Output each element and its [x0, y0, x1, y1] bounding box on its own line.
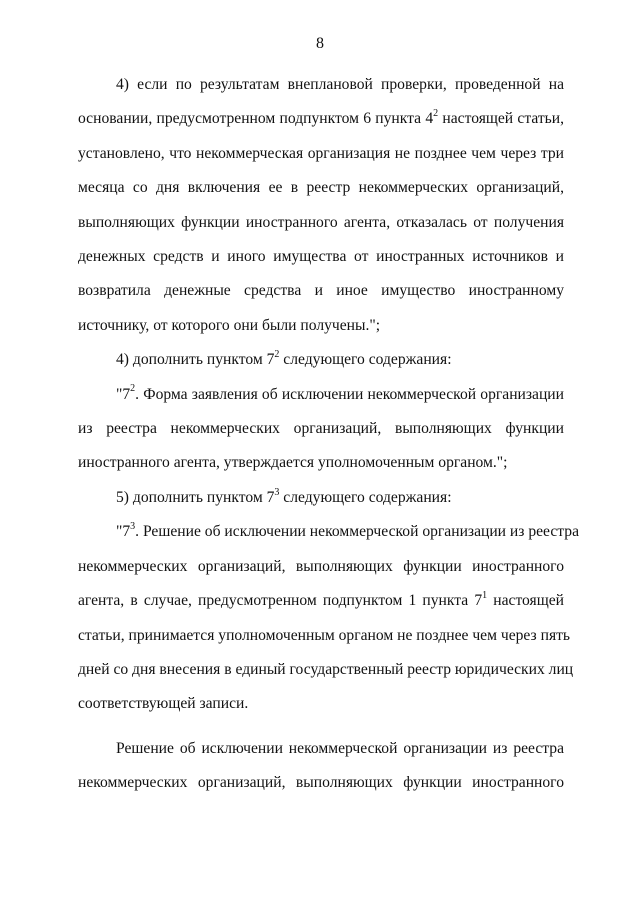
document-body — [78, 68, 580, 801]
text-segment: соответствующей записи. — [78, 695, 249, 713]
text-segment: денежных средств и иного имущества от иностранных источников и — [78, 248, 564, 266]
text-segment: 4) если по результатам внеплановой проверки, проведенной на — [116, 76, 564, 93]
text-line — [78, 653, 574, 687]
text-line — [78, 206, 564, 240]
text-line — [78, 240, 564, 274]
text-segment: выполняющих функции иностранного агента, отказалась от получения — [78, 213, 564, 231]
text-segment: установлено, что некоммерческая организация не позднее чем через три — [78, 144, 564, 162]
text-line — [78, 619, 571, 653]
text-segment: агента, в случае, предусмотренном подпунктом 1 пункта 7 — [78, 592, 483, 610]
page-number: 8 — [316, 35, 324, 52]
text-line — [78, 412, 564, 446]
text-segment: некоммерческих организаций, выполняющих функции иностранного — [78, 774, 564, 792]
paragraph — [78, 515, 580, 721]
text-segment: источнику, от которого они были получены."; — [78, 316, 381, 334]
text-line — [78, 550, 564, 584]
text-line — [78, 137, 564, 171]
text-segment: настоящей статьи, — [438, 110, 565, 128]
text-line — [78, 766, 564, 800]
text-segment: 5) дополнить пунктом 7 — [116, 488, 275, 506]
text-segment: иностранного агента, утверждается уполномоченным органом."; — [78, 454, 508, 472]
text-segment: из реестра некоммерческих организаций, выполняющих функции — [78, 420, 564, 438]
text-line — [78, 378, 564, 412]
superscript: 2 — [130, 383, 136, 395]
text-line — [78, 171, 564, 205]
text-segment: "7 — [116, 385, 131, 403]
text-segment: настоящей — [487, 592, 564, 610]
text-line — [78, 732, 564, 766]
text-segment: статьи, принимается уполномоченным органом не позднее чем через пять — [78, 626, 571, 644]
paragraph — [78, 481, 564, 515]
text-segment: дней со дня внесения в единый государственный реестр юридических лиц — [78, 660, 574, 678]
text-line — [78, 687, 564, 721]
superscript: 2 — [274, 349, 280, 361]
paragraph — [78, 732, 564, 801]
text-line — [78, 68, 564, 102]
superscript: 2 — [433, 108, 439, 120]
text-segment: "7 — [116, 523, 131, 541]
text-line — [78, 102, 564, 136]
text-line — [78, 481, 564, 515]
superscript: 3 — [274, 486, 280, 498]
text-segment: . Форма заявления об исключении некоммерческой организации — [135, 385, 564, 403]
text-segment: . Решение об исключении некоммерческой организации из реестра — [135, 523, 580, 541]
superscript: 3 — [130, 521, 136, 533]
text-line — [78, 515, 580, 549]
paragraph — [78, 343, 564, 377]
text-segment: следующего содержания: — [279, 488, 452, 506]
text-segment: некоммерческих организаций, выполняющих функции иностранного — [78, 557, 564, 575]
text-line — [78, 274, 564, 308]
text-line — [78, 309, 564, 343]
text-segment: возвратила денежные средства и иное имущество иностранному — [78, 282, 564, 300]
text-segment: Решение об исключении некоммерческой организации из реестра — [116, 739, 564, 757]
superscript: 1 — [482, 589, 488, 601]
paragraph — [78, 68, 564, 343]
text-segment: основании, предусмотренном подпунктом 6 пункта 4 — [78, 110, 434, 128]
text-line — [78, 446, 564, 480]
paragraph — [78, 378, 564, 481]
text-segment: 4) дополнить пунктом 7 — [116, 351, 275, 369]
text-line — [78, 343, 564, 377]
text-segment: месяца со дня включения ее в реестр некоммерческих организаций, — [78, 179, 564, 197]
text-line — [78, 584, 564, 618]
text-segment: следующего содержания: — [279, 351, 452, 369]
